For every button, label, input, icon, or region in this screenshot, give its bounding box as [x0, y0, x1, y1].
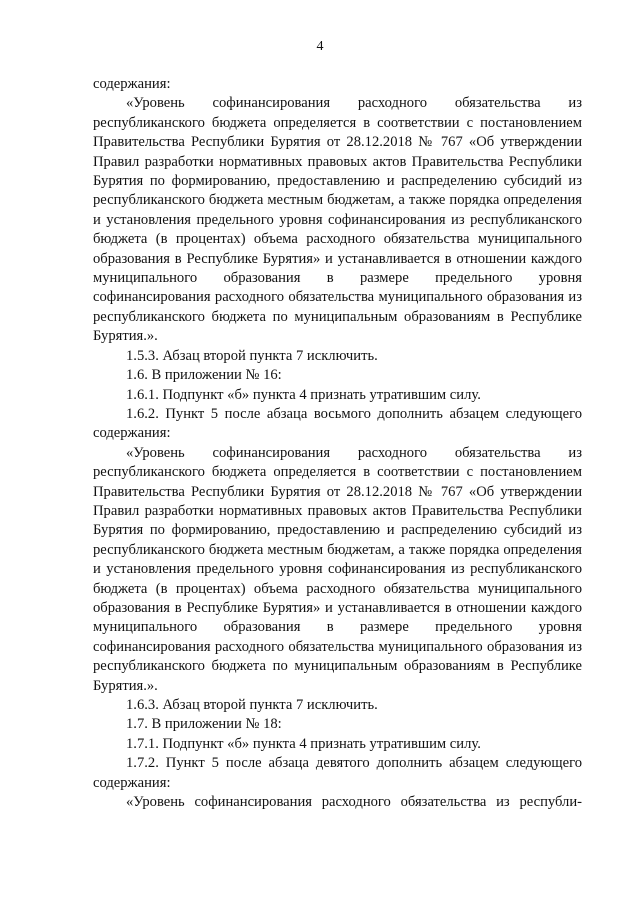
paragraph: «Уровень софинансирования расходного обязательства из республиканского бюджета определяется в соответствии с постановлением Правительства Республики Бурятия от 28.12.2018 № 767 «Об утверждении Правил разработки нормативных правовых актов Правительства Республики Бурятия по формированию, предоставлению и распределению субсидий из республиканского бюджета местным бюджетам, а также порядка определения и установления предельного уровня софинансирования из республиканского бюджета (в процентах) объема расходного обязательства муниципального образования в Республике Бурятия» и устанавливается в отношении каждого муниципального образования в размере предельного уровня софинансирования расходного обязательства муниципального образования из республиканского бюджета по муниципальным образованиям в Республике Бурятия.».: [93, 95, 582, 345]
paragraph: 1.7.2. Пункт 5 после абзаца девятого дополнить абзацем следующего содержания:: [93, 755, 582, 791]
paragraph: 1.5.3. Абзац второй пункта 7 исключить.: [126, 347, 378, 364]
paragraph: 1.7.1. Подпункт «б» пункта 4 признать утратившим силу.: [126, 735, 481, 752]
paragraph: содержания:: [93, 76, 171, 92]
paragraph: 1.7. В приложении № 18:: [126, 716, 282, 733]
paragraph: 1.6.1. Подпункт «б» пункта 4 признать утратившим силу.: [126, 386, 481, 403]
paragraph: 1.6.3. Абзац второй пункта 7 исключить.: [126, 697, 378, 713]
paragraph: 1.6.2. Пункт 5 после абзаца восьмого дополнить абзацем следующего содержания:: [93, 405, 582, 442]
paragraph: «Уровень софинансирования расходного обязательства из республи-: [126, 794, 582, 811]
document-body: [93, 75, 582, 812]
paragraph: 1.6. В приложении № 16:: [126, 367, 282, 384]
page-number: 4: [316, 39, 324, 54]
paragraph: «Уровень софинансирования расходного обязательства из республиканского бюджета определяется в соответствии с постановлением Правительства Республики Бурятия от 28.12.2018 № 767 «Об утверждении Правил разработки нормативных правовых актов Правительства Республики Бурятия по формированию, предоставлению и распределению субсидий из республиканского бюджета местным бюджетам, а также порядка определения и установления предельного уровня софинансирования из республиканского бюджета (в процентах) объема расходного обязательства муниципального образования в Республике Бурятия» и устанавливается в отношении каждого муниципального образования в размере предельного уровня софинансирования расходного обязательства муниципального образования из республиканского бюджета по муниципальным образованиям в Республике Бурятия.».: [93, 444, 582, 694]
